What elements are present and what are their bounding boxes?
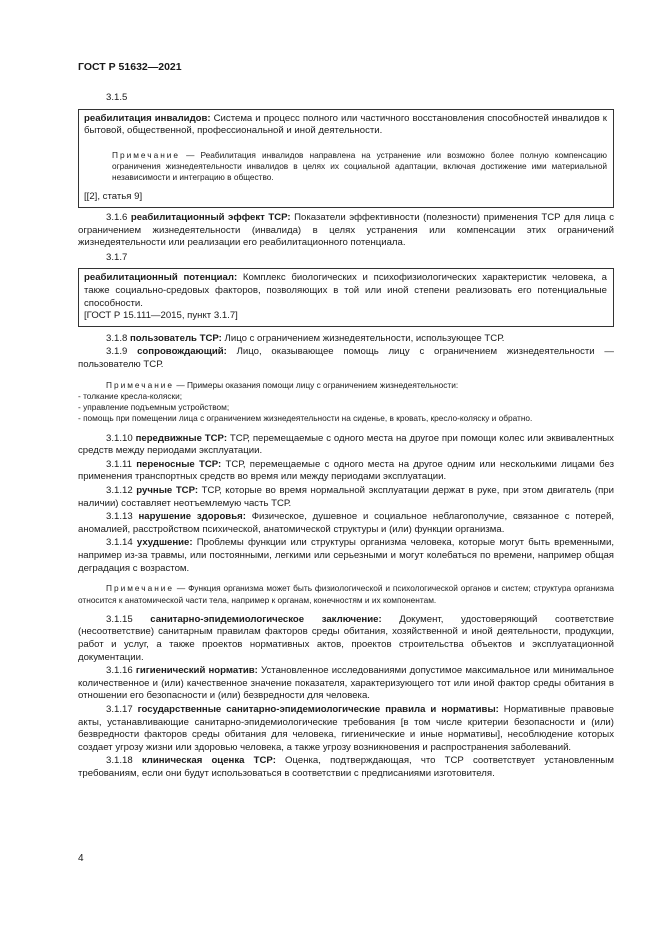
note-examples (78, 380, 614, 425)
definition-3-1-13 (78, 511, 614, 536)
section-number: 3.1.16 (106, 665, 133, 677)
section-number: 3.1.17 (106, 703, 133, 715)
term: гигиенический норматив: (135, 665, 258, 677)
definition: Показатели эффективности (полезности) применения ТСР для лица с ограничением жизнедеятельности (инвалида) в целях устранения или компенсации этих ограничений жизнедеятельности или реализации его реабилитационного потенциала. (78, 211, 614, 249)
document-body (78, 92, 614, 782)
section-number: 3.1.7 (106, 251, 128, 263)
definition-3-1-16 (78, 665, 614, 703)
definition-3-1-6 (78, 212, 614, 250)
definition-3-1-17 (78, 704, 614, 754)
note-text: — Примеры оказания помощи лицу с ограничением жизнедеятельности: (174, 379, 459, 390)
term: переносные ТСР: (136, 458, 222, 470)
definition-box-3-1-7 (78, 268, 614, 326)
definition-3-1-15 (78, 614, 614, 664)
definition-3-1-10 (78, 433, 614, 458)
definition: Оценка, подтверждающая, что ТСР соответствует установленным требованиям, если они будут использоваться в соответствии с предписаниями изготовителя. (78, 755, 614, 779)
section-number: 3.1.14 (106, 537, 133, 549)
term: реабилитационный эффект ТСР: (130, 211, 291, 223)
section-number: 3.1.13 (106, 511, 133, 523)
list-item: - помощь при помещении лица с ограничением жизнедеятельности на сиденье, в кровать, кресло-коляску и обратно. (78, 413, 533, 424)
definition: Проблемы функции или структуры организма человека, которые могут быть временными, например из-за травмы, или постоянными, легкими или серьезными и могут колебаться по времени, например общая деградация с возрастом. (78, 537, 614, 574)
section-number: 3.1.18 (106, 755, 133, 767)
section-number: 3.1.9 (106, 346, 128, 358)
reference: [ГОСТ Р 15.111—2015, пункт 3.1.7] (84, 310, 238, 322)
definition: Система и процесс полного или частичного восстановления способностей инвалидов к бытовой, общественной, профессиональной и иной деятельности. (84, 112, 607, 137)
definition: Физическое, душевное и социальное неблагополучие, связанное с потерей, аномалией, расстройством психической, анатомической структуры и (или) функции организма. (78, 511, 614, 535)
definition-3-1-14 (78, 537, 614, 575)
term: сопровождающий: (137, 346, 227, 358)
note-label: Примечание (112, 149, 181, 160)
section-number: 3.1.15 (106, 613, 133, 625)
definition: Установленное исследованиями допустимое максимальное или минимальное количественное и (или) качественное значение показателя, характеризующего тот или иной фактор среды обитания в отношении его безопасности и (или) безвредности для человека. (78, 665, 615, 702)
note-text: — Реабилитация инвалидов направлена на устранение или возможно более полную компенсацию ограничения жизнедеятельности инвалидов в целях их социальной адаптации, включая достижение ими материальной независимости и интеграцию в общество. (112, 149, 607, 183)
section-number: 3.1.6 (106, 211, 128, 223)
document-header: ГОСТ Р 51632—2021 (78, 61, 182, 73)
term: санитарно-эпидемиологическое заключение: (150, 613, 382, 625)
term: передвижные ТСР: (135, 432, 228, 444)
definition-3-1-9 (78, 346, 614, 371)
definition-3-1-11 (78, 459, 614, 484)
list-item: - толкание кресла-коляски; (78, 390, 183, 401)
note-organism (78, 583, 614, 606)
term: государственные санитарно-эпидемиологические правила и нормативы: (137, 703, 499, 715)
definition: Нормативные правовые акты, устанавливающие санитарно-эпидемиологические требования [в том числе критерии безопасности и (или) безвредности факторов среды обитания для человека, гигиенические и иные нормативы], несоблюдение которых создает угрозу жизни или здоровью человека, а также угрозу возникновения и распространения заболеваний. (78, 703, 614, 753)
definition-3-1-8 (78, 333, 614, 346)
note (84, 150, 607, 184)
note-text: — Функция организма может быть физиологической и психологической органов и систем; структура организма относится к анатомической части тела, например к органам, конечностям и их компонентам. (78, 583, 614, 605)
definition: Лицо, оказывающее помощь лицу с ограничением жизнедеятельности — пользователю ТСР. (78, 346, 614, 370)
definition-box-3-1-5 (78, 109, 614, 208)
term: реабилитация инвалидов: (84, 112, 211, 124)
section-number: 3.1.8 (106, 332, 128, 344)
term: ручные ТСР: (136, 485, 199, 497)
note-label: Примечание (106, 583, 175, 594)
definition-3-1-18 (78, 755, 614, 780)
page-number: 4 (78, 853, 84, 864)
definition: Лицо с ограничением жизнедеятельности, использующее ТСР. (221, 332, 505, 344)
section-number: 3.1.5 (106, 92, 128, 103)
note-label: Примечание (106, 379, 175, 390)
reference: [[2], статья 9] (84, 191, 143, 203)
definition: ТСР, перемещаемые с одного места на другое при помощи колес или эквивалентных средств между периодами эксплуатации. (78, 432, 614, 457)
definition: Документ, удостоверяющий соответствие (несоответствие) санитарным правилам факторов среды обитания, хозяйственной и иной деятельности, продукции, работ и услуг, а также проектов нормативных актов, проектов строительства объектов и эксплуатационной документации. (78, 613, 614, 663)
section-number: 3.1.10 (106, 432, 133, 444)
term: нарушение здоровья: (138, 511, 246, 523)
term: реабилитационный потенциал: (84, 272, 238, 284)
term: ухудшение: (136, 537, 193, 549)
section-number: 3.1.11 (106, 458, 132, 470)
definition-3-1-12 (78, 485, 614, 510)
term: пользователь ТСР: (130, 332, 222, 344)
section-number: 3.1.12 (106, 485, 133, 497)
term: клиническая оценка ТСР: (141, 755, 276, 767)
definition: ТСР, которые во время нормальной эксплуатации держат в руке, при этом двигатель (при наличии) составляет неотъемлемую часть ТСР. (78, 485, 615, 509)
definition: ТСР, перемещаемые с одного места на другое одним или несколькими лицами без применения транспортных средств во время или между периодами эксплуатации. (78, 458, 614, 483)
list-item: - управление подъемным устройством; (78, 402, 230, 413)
definition: Комплекс биологических и психофизиологических характеристик человека, а также социально-средовых факторов, позволяющих в той или иной степени реализовать его потенциальные способности. (84, 272, 607, 309)
